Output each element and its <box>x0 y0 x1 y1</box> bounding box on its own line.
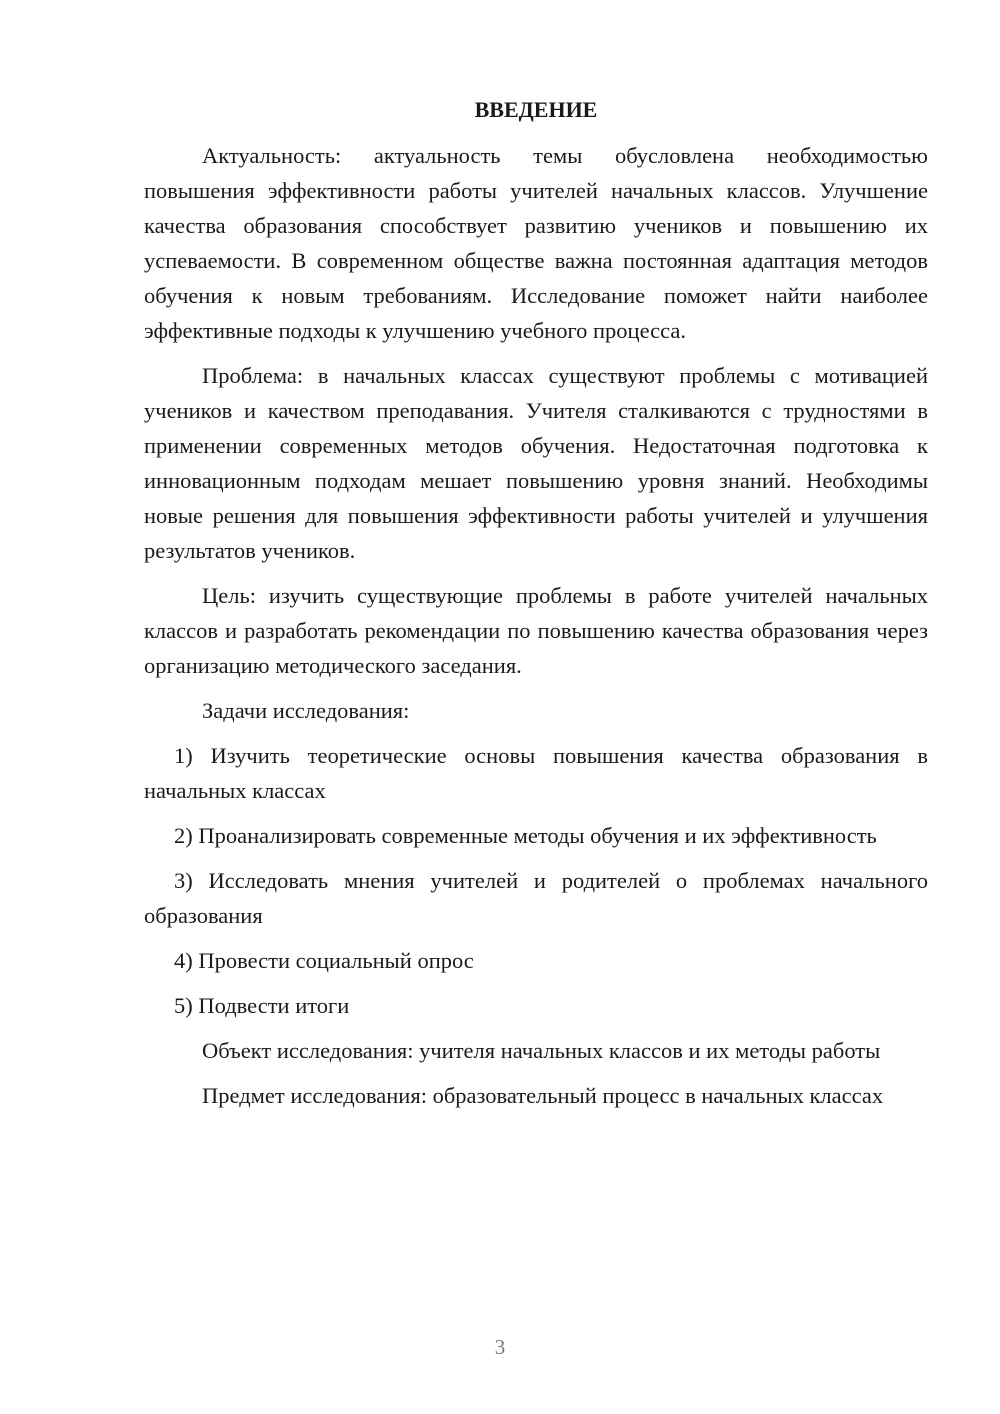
task-item-5: 5) Подвести итоги <box>174 993 350 1018</box>
page-content <box>144 96 928 1123</box>
task-item-3: 3) Исследовать мнения учителей и родителей о проблемах начального образования <box>144 868 928 928</box>
paragraph-subject: Предмет исследования: образовательный процесс в начальных классах <box>202 1083 884 1108</box>
paragraph-goal: Цель: изучить существующие проблемы в работе учителей начальных классов и разработать рекомендации по повышению качества образования через организацию методического заседания. <box>144 583 928 678</box>
paragraph-tasks-heading: Задачи исследования: <box>202 698 410 723</box>
paragraph-problem: Проблема: в начальных классах существуют проблемы с мотивацией учеников и качеством преподавания. Учителя сталкиваются с трудностями в применении современных методов обучения. Недостаточная подготовка к инновационным подходам мешает повышению уровня знаний. Необходимы новые решения для повышения эффективности работы учителей и улучшения результатов учеников. <box>144 363 928 563</box>
paragraph-relevance: Актуальность: актуальность темы обусловлена необходимостью повышения эффективности работы учителей начальных классов. Улучшение качества образования способствует развитию учеников и повышению их успеваемости. В современном обществе важна постоянная адаптация методов обучения к новым требованиям. Исследование поможет найти наиболее эффективные подходы к улучшению учебного процесса. <box>144 143 928 343</box>
section-title: ВВЕДЕНИЕ <box>474 97 598 122</box>
paragraph-object: Объект исследования: учителя начальных классов и их методы работы <box>202 1038 881 1063</box>
task-item-4: 4) Провести социальный опрос <box>174 948 474 973</box>
task-item-2: 2) Проанализировать современные методы обучения и их эффективность <box>174 823 877 848</box>
page-number: 3 <box>494 1335 506 1359</box>
task-item-1: 1) Изучить теоретические основы повышения качества образования в начальных классах <box>144 743 928 803</box>
